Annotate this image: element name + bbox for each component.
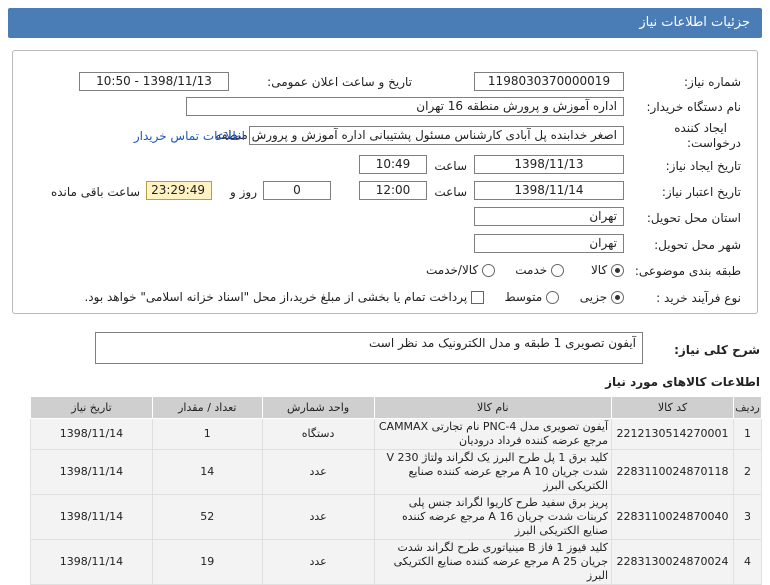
category-goods-radio[interactable] [611, 264, 624, 277]
province-label: استان محل تحویل: [646, 211, 741, 225]
goods-code: 2283130024870024 [612, 540, 734, 585]
description-field: آیفون تصویری 1 طبقه و مدل الکترونیک مد نظر است [95, 332, 643, 364]
city-field: تهران [474, 234, 624, 253]
goods-name: آیفون تصویری مدل PNC-4 نام تجارتی CAMMAX مرجع عرضه کننده فرداد درودیان [374, 419, 612, 450]
goods-name: کلید برق 1 پل طرح البرز یک لگراند ولتاژ 230 V شدت جریان 10 A مرجع عرضه کننده صنایع الکتریکی البرز [374, 450, 612, 495]
goods-name: کلید فیوز 1 فاز B مینیاتوری طرح لگراند شدت جریان 25 A مرجع عرضه کننده صنایع الکتریکی البرز [374, 540, 612, 585]
category-goods-service-option[interactable]: کالا/خدمت [426, 263, 495, 277]
requester-label-1: ایجاد کننده [674, 121, 727, 135]
requester-field: اصغر خدابنده پل آبادی کارشناس مسئول پشتیبانی اداره آموزش و پرورش منطقه [249, 126, 624, 145]
row-number: 2 [734, 450, 762, 495]
goods-quantity: 19 [152, 540, 262, 585]
category-goods-service-radio[interactable] [482, 264, 495, 277]
remaining-days-field: 0 [263, 181, 331, 200]
valid-time-field: 12:00 [359, 181, 427, 200]
goods-unit: عدد [262, 450, 374, 495]
table-row [31, 540, 762, 585]
row-number: 1 [734, 419, 762, 450]
created-time-label: ساعت [434, 159, 467, 173]
remaining-time-field: 23:29:49 [146, 181, 212, 200]
row-number: 4 [734, 540, 762, 585]
row-number: 3 [734, 495, 762, 540]
col-name: نام کالا [374, 397, 612, 419]
announce-label: تاریخ و ساعت اعلان عمومی: [267, 75, 412, 89]
col-quantity: تعداد / مقدار [152, 397, 262, 419]
goods-unit: دستگاه [262, 419, 374, 450]
page-title: جزئیات اطلاعات نیاز [639, 15, 750, 30]
goods-need-date: 1398/11/14 [31, 450, 153, 495]
goods-section-title: اطلاعات کالاهای مورد نیاز [605, 375, 760, 389]
category-goods-option[interactable]: کالا [591, 263, 624, 277]
goods-table-header [31, 397, 762, 419]
goods-need-date: 1398/11/14 [31, 495, 153, 540]
page-header [8, 8, 762, 38]
process-medium-option[interactable]: متوسط [504, 290, 559, 304]
col-need-date: تاریخ نیاز [31, 397, 153, 419]
city-label: شهر محل تحویل: [654, 238, 741, 252]
description-label: شرح کلی نیاز: [674, 343, 760, 357]
goods-quantity: 52 [152, 495, 262, 540]
buyer-field: اداره آموزش و پرورش منطقه 16 تهران [186, 97, 624, 116]
days-label: روز و [230, 185, 257, 199]
need-number-label: شماره نیاز: [684, 75, 741, 89]
goods-quantity: 1 [152, 419, 262, 450]
col-row: ردیف [734, 397, 762, 419]
buyer-contact-link[interactable]: اطلاعات تماس خریدار [133, 129, 245, 143]
goods-code: 2283110024870040 [612, 495, 734, 540]
created-time-field: 10:49 [359, 155, 427, 174]
goods-quantity: 14 [152, 450, 262, 495]
valid-time-label: ساعت [434, 185, 467, 199]
requester-label-2: درخواست: [687, 136, 741, 150]
table-row [31, 419, 762, 450]
goods-code: 2212130514270001 [612, 419, 734, 450]
category-service-radio[interactable] [551, 264, 564, 277]
goods-need-date: 1398/11/14 [31, 540, 153, 585]
process-medium-radio[interactable] [546, 291, 559, 304]
need-details-panel [12, 50, 758, 314]
col-code: کد کالا [612, 397, 734, 419]
created-date-label: تاریخ ایجاد نیاز: [665, 159, 741, 173]
goods-code: 2283110024870118 [612, 450, 734, 495]
category-label: طبقه بندی موضوعی: [634, 264, 741, 278]
province-field: تهران [474, 207, 624, 226]
goods-table [30, 396, 762, 585]
announce-field: 1398/11/13 - 10:50 [79, 72, 229, 91]
process-minor-option[interactable]: جزیی [580, 290, 624, 304]
process-minor-radio[interactable] [611, 291, 624, 304]
goods-need-date: 1398/11/14 [31, 419, 153, 450]
process-label: نوع فرآیند خرید : [656, 291, 741, 305]
treasury-payment-checkbox[interactable] [471, 291, 484, 304]
goods-unit: عدد [262, 495, 374, 540]
table-row [31, 495, 762, 540]
category-service-option[interactable]: خدمت [515, 263, 564, 277]
buyer-label: نام دستگاه خریدار: [646, 100, 741, 114]
need-number-field: 1198030370000019 [474, 72, 624, 91]
col-unit: واحد شمارش [262, 397, 374, 419]
valid-date-label: تاریخ اعتبار نیاز: [661, 185, 741, 199]
remaining-time-label: ساعت باقی مانده [50, 185, 140, 199]
goods-unit: عدد [262, 540, 374, 585]
created-date-field: 1398/11/13 [474, 155, 624, 174]
treasury-payment-option[interactable]: پرداخت تمام یا بخشی از مبلغ خرید،از محل "اسناد خزانه اسلامی" خواهد بود. [84, 290, 484, 304]
table-row [31, 450, 762, 495]
valid-date-field: 1398/11/14 [474, 181, 624, 200]
goods-name: پریز برق سفید طرح کاریوا لگراند جنس پلی کربنات شدت جریان 16 A مرجع عرضه کننده صنایع الکتریکی البرز [374, 495, 612, 540]
